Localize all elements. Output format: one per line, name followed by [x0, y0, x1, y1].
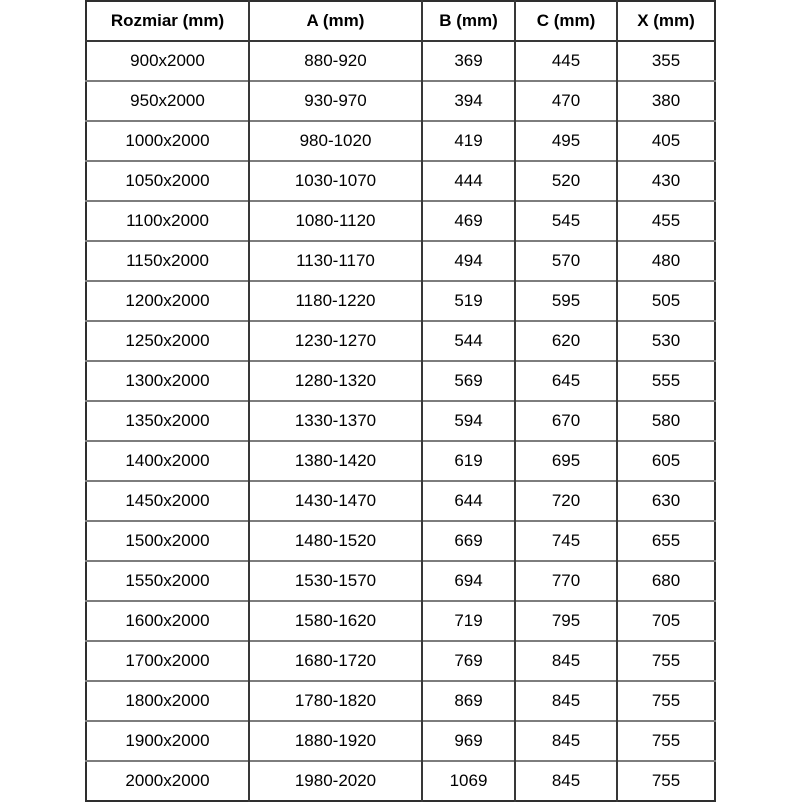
- cell-rozmiar: 1500x2000: [86, 521, 249, 561]
- cell-c: 745: [515, 521, 617, 561]
- table-row: [86, 321, 715, 361]
- cell-rozmiar: 950x2000: [86, 81, 249, 121]
- cell-b: 619: [422, 441, 515, 481]
- cell-c: 620: [515, 321, 617, 361]
- cell-x: 480: [617, 241, 715, 281]
- cell-x: 405: [617, 121, 715, 161]
- cell-a: 1480-1520: [249, 521, 422, 561]
- table-row: [86, 281, 715, 321]
- cell-c: 795: [515, 601, 617, 641]
- cell-b: 594: [422, 401, 515, 441]
- table-body: [86, 41, 715, 801]
- cell-rozmiar: 1150x2000: [86, 241, 249, 281]
- cell-a: 880-920: [249, 41, 422, 81]
- cell-x: 630: [617, 481, 715, 521]
- cell-c: 520: [515, 161, 617, 201]
- cell-a: 1180-1220: [249, 281, 422, 321]
- table-row: [86, 401, 715, 441]
- cell-a: 1430-1470: [249, 481, 422, 521]
- table-row: [86, 761, 715, 801]
- cell-b: 519: [422, 281, 515, 321]
- cell-rozmiar: 1600x2000: [86, 601, 249, 641]
- cell-b: 569: [422, 361, 515, 401]
- table-row: [86, 41, 715, 81]
- cell-x: 655: [617, 521, 715, 561]
- cell-b: 969: [422, 721, 515, 761]
- cell-c: 495: [515, 121, 617, 161]
- cell-a: 1880-1920: [249, 721, 422, 761]
- table-row: [86, 161, 715, 201]
- cell-c: 695: [515, 441, 617, 481]
- cell-b: 644: [422, 481, 515, 521]
- column-header-a: A (mm): [249, 1, 422, 41]
- cell-a: 1080-1120: [249, 201, 422, 241]
- cell-rozmiar: 1800x2000: [86, 681, 249, 721]
- cell-a: 1380-1420: [249, 441, 422, 481]
- cell-x: 555: [617, 361, 715, 401]
- table-header-row: [86, 1, 715, 41]
- cell-b: 469: [422, 201, 515, 241]
- cell-x: 755: [617, 721, 715, 761]
- table-header: [86, 1, 715, 41]
- cell-a: 1530-1570: [249, 561, 422, 601]
- table-row: [86, 561, 715, 601]
- size-table: [85, 0, 716, 802]
- cell-rozmiar: 1000x2000: [86, 121, 249, 161]
- cell-c: 470: [515, 81, 617, 121]
- column-header-c: C (mm): [515, 1, 617, 41]
- cell-x: 530: [617, 321, 715, 361]
- cell-rozmiar: 1200x2000: [86, 281, 249, 321]
- cell-rozmiar: 1250x2000: [86, 321, 249, 361]
- cell-x: 755: [617, 761, 715, 801]
- column-header-b: B (mm): [422, 1, 515, 41]
- table-row: [86, 481, 715, 521]
- cell-a: 1580-1620: [249, 601, 422, 641]
- cell-x: 755: [617, 681, 715, 721]
- cell-b: 369: [422, 41, 515, 81]
- cell-rozmiar: 1300x2000: [86, 361, 249, 401]
- table-row: [86, 641, 715, 681]
- cell-c: 545: [515, 201, 617, 241]
- cell-rozmiar: 1700x2000: [86, 641, 249, 681]
- table-row: [86, 121, 715, 161]
- cell-a: 1130-1170: [249, 241, 422, 281]
- cell-b: 694: [422, 561, 515, 601]
- cell-x: 430: [617, 161, 715, 201]
- cell-rozmiar: 1450x2000: [86, 481, 249, 521]
- cell-a: 930-970: [249, 81, 422, 121]
- table-row: [86, 441, 715, 481]
- cell-rozmiar: 1100x2000: [86, 201, 249, 241]
- table-row: [86, 81, 715, 121]
- cell-c: 445: [515, 41, 617, 81]
- cell-b: 394: [422, 81, 515, 121]
- cell-x: 355: [617, 41, 715, 81]
- cell-rozmiar: 2000x2000: [86, 761, 249, 801]
- cell-b: 769: [422, 641, 515, 681]
- cell-a: 1680-1720: [249, 641, 422, 681]
- cell-c: 845: [515, 761, 617, 801]
- table-row: [86, 521, 715, 561]
- cell-a: 1230-1270: [249, 321, 422, 361]
- cell-b: 1069: [422, 761, 515, 801]
- table-row: [86, 681, 715, 721]
- table-row: [86, 241, 715, 281]
- cell-a: 1330-1370: [249, 401, 422, 441]
- cell-c: 720: [515, 481, 617, 521]
- cell-b: 869: [422, 681, 515, 721]
- table-row: [86, 721, 715, 761]
- cell-c: 845: [515, 681, 617, 721]
- table-row: [86, 201, 715, 241]
- cell-c: 595: [515, 281, 617, 321]
- cell-rozmiar: 1900x2000: [86, 721, 249, 761]
- cell-rozmiar: 900x2000: [130, 51, 205, 70]
- cell-a: 1030-1070: [249, 161, 422, 201]
- cell-x: 580: [617, 401, 715, 441]
- cell-c: 845: [515, 641, 617, 681]
- cell-b: 494: [422, 241, 515, 281]
- cell-b: 419: [422, 121, 515, 161]
- cell-a: 980-1020: [249, 121, 422, 161]
- cell-x: 680: [617, 561, 715, 601]
- cell-a: 1280-1320: [249, 361, 422, 401]
- cell-c: 570: [515, 241, 617, 281]
- cell-c: 645: [515, 361, 617, 401]
- cell-c: 770: [515, 561, 617, 601]
- cell-b: 544: [422, 321, 515, 361]
- cell-rozmiar: 1400x2000: [86, 441, 249, 481]
- cell-b: 444: [422, 161, 515, 201]
- table-row: [86, 601, 715, 641]
- cell-x: 505: [617, 281, 715, 321]
- cell-x: 380: [617, 81, 715, 121]
- cell-b: 719: [422, 601, 515, 641]
- cell-x: 755: [617, 641, 715, 681]
- cell-a: 1980-2020: [249, 761, 422, 801]
- table-row: [86, 361, 715, 401]
- cell-rozmiar: 1050x2000: [86, 161, 249, 201]
- cell-rozmiar: 1350x2000: [86, 401, 249, 441]
- cell-x: 705: [617, 601, 715, 641]
- column-header-rozmiar: Rozmiar (mm): [86, 1, 249, 41]
- column-header-x: X (mm): [617, 1, 715, 41]
- cell-c: 670: [515, 401, 617, 441]
- cell-x: 455: [617, 201, 715, 241]
- cell-x: 605: [617, 441, 715, 481]
- cell-c: 845: [515, 721, 617, 761]
- cell-rozmiar: 1550x2000: [86, 561, 249, 601]
- cell-b: 669: [422, 521, 515, 561]
- cell-a: 1780-1820: [249, 681, 422, 721]
